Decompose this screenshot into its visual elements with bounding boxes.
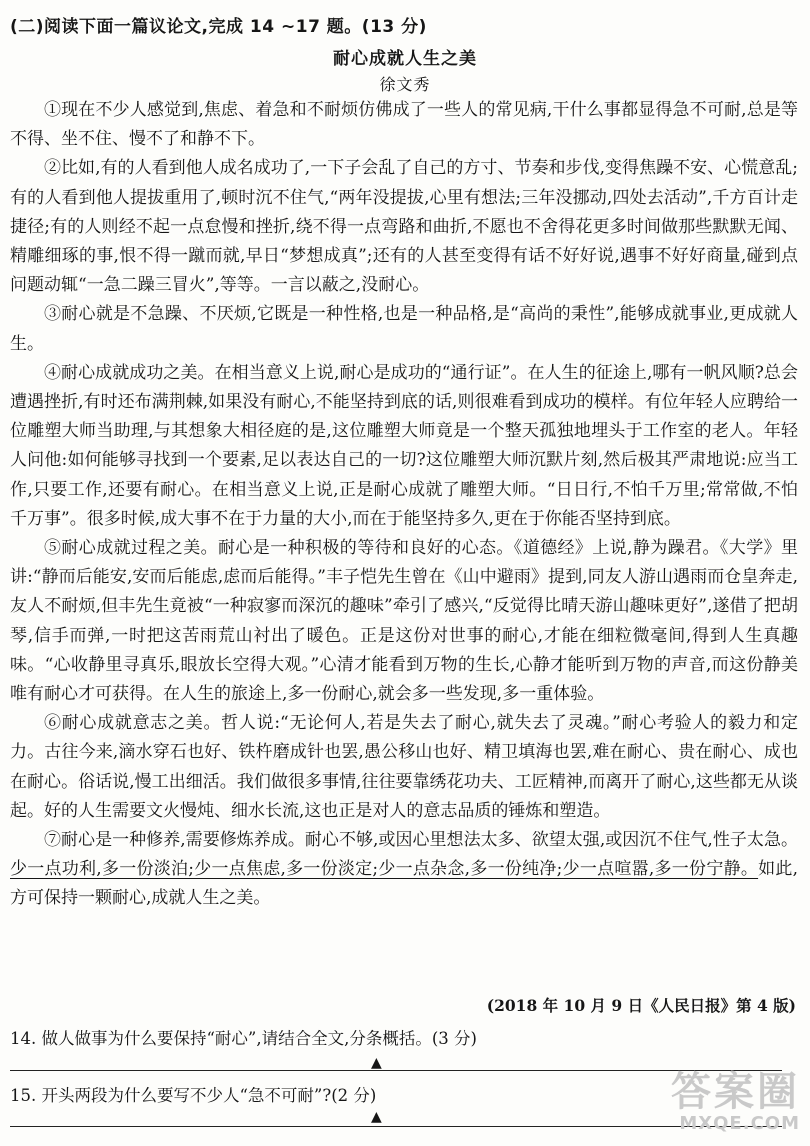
- section-header: (二)阅读下面一篇议论文,完成 14 ~17 题。(13 分): [10, 17, 427, 37]
- watermark-logo-text: 答案圈: [671, 1069, 800, 1115]
- answer-marker-icon: ▲: [371, 1055, 382, 1071]
- paragraph-4: ④耐心成就成功之美。在相当意义上说,耐心是成功的“通行证”。在人生的征途上,哪有一帆风顺?总会遭遇挫折,有时还布满荆棘,如果没有耐心,不能坚持到底的话,则很难看到成功的模样。有位年轻人应聘给一位雕塑大师当助理,与其想象大相径庭的是,这位雕塑大师竟是一个整天孤独地埋头于工作室的老人。年轻人问他:如何能够寻找到一个要素,足以表达自己的一切?这位雕塑大师沉默片刻,然后极其严肃地说:应当工作,只要工作,还要有耐心。在相当意义上说,正是耐心成就了雕塑大师。“日日行,不怕千万里;常常做,不怕千万事”。很多时候,成大事不在于力量的大小,而在于能坚持多久,更在于你能否坚持到底。: [10, 362, 798, 529]
- question-15: 15. 开头两段为什么要写不少人“急不可耐”?(2 分): [10, 1086, 377, 1105]
- question-14: 14. 做人做事为什么要保持“耐心”,请结合全文,分条概括。(3 分): [10, 1029, 477, 1048]
- paragraph-5: ⑤耐心成就过程之美。耐心是一种积极的等待和良好的心态。《道德经》上说,静为躁君。《大学》里讲:“静而后能安,安而后能虑,虑而后能得。”丰子恺先生曾在《山中避雨》提到,同友人游山遇雨而仓皇奔走,友人不耐烦,但丰先生竟被“一种寂寥而深沉的趣味”牵引了感兴,“反觉得比晴天游山趣味更好”,遂借了把胡琴,信手而弹,一时把这苦雨荒山衬出了暖色。正是这份对世事的耐心,才能在细粒微毫间,得到人生真趣味。“心收静里寻真乐,眼放长空得大观。”心清才能看到万物的生长,心静才能听到万物的声音,而这份静美唯有耐心才可获得。在人生的旅途上,多一份耐心,就会多一些发现,多一重体验。: [10, 538, 798, 705]
- source-citation: (2018 年 10 月 9 日《人民日报》第 4 版): [486, 996, 796, 1015]
- paragraph-7-intro: ⑦耐心是一种修养,需要修炼养成。耐心不够,或因心里想法太多、欲望太强,或因沉不住气,性子太急。: [44, 830, 798, 851]
- watermark-url: MXQE.COM: [679, 1113, 800, 1134]
- paragraph-3: ③耐心就是不急躁、不厌烦,它既是一种性格,也是一种品格,是“高尚的秉性”,能够成就事业,更成就人生。: [10, 304, 798, 354]
- answer-line[interactable]: [10, 1126, 782, 1127]
- watermark: [671, 1071, 800, 1134]
- answer-line[interactable]: [10, 1070, 782, 1071]
- underlined-sentence: 少一点功利,多一份淡泊;少一点焦虑,多一份淡定;少一点杂念,多一份纯净;少一点喧嚣,多一份宁静。: [10, 859, 759, 880]
- article-body: [10, 96, 798, 914]
- answer-marker-icon: ▲: [371, 1109, 382, 1125]
- paragraph-1: ①现在不少人感觉到,焦虑、着急和不耐烦仿佛成了一些人的常见病,干什么事都显得急不可耐,总是等不得、坐不住、慢不了和静不下。: [10, 100, 798, 150]
- paragraph-7-conclusion: 如此,方可保持一颗耐心,成就人生之美。: [10, 859, 799, 909]
- paragraph-2: ②比如,有的人看到他人成名成功了,一下子会乱了自己的方寸、节奏和步伐,变得焦躁不安、心慌意乱;有的人看到他人提拔重用了,顿时沉不住气,“两年没提拔,心里有想法;三年没挪动,四处去活动”,千方百计走捷径;有的人则经不起一点怠慢和挫折,绕不得一点弯路和曲折,不愿也不舍得花更多时间做那些默默无闻、精雕细琢的事,恨不得一蹴而就,早日“梦想成真”;还有的人甚至变得有话不好好说,遇事不好好商量,碰到点问题动辄“一急二躁三冒火”,等等。一言以蔽之,没耐心。: [10, 158, 798, 296]
- paragraph-7: [10, 826, 798, 914]
- paragraph-6: ⑥耐心成就意志之美。哲人说:“无论何人,若是失去了耐心,就失去了灵魂。”耐心考验人的毅力和定力。古往今来,滴水穿石也好、铁杵磨成针也罢,愚公移山也好、精卫填海也罢,难在耐心、贵在耐心、成也在耐心。俗话说,慢工出细活。我们做很多事情,往往要靠绣花功夫、工匠精神,而离开了耐心,这些都无从谈起。好的人生需要文火慢炖、细水长流,这也正是对人的意志品质的锤炼和塑造。: [10, 713, 798, 821]
- article-author: 徐文秀: [379, 75, 431, 94]
- article-title: 耐心成就人生之美: [333, 49, 477, 69]
